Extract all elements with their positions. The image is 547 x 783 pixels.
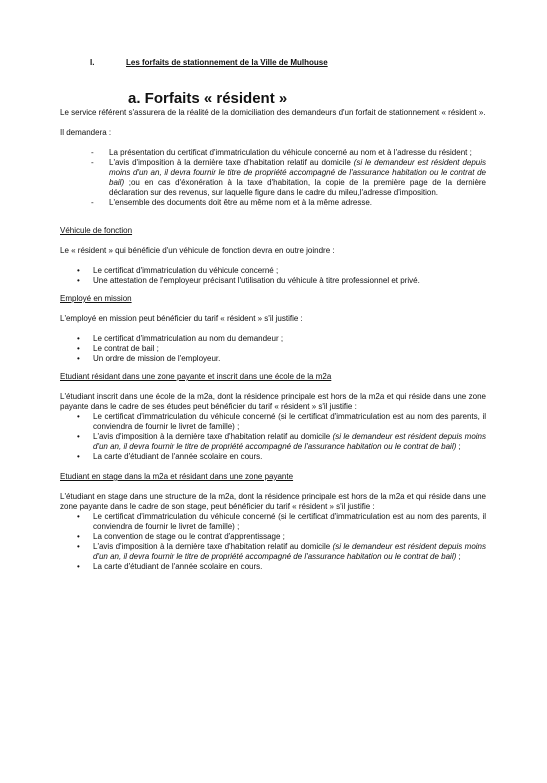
list-item (60, 198, 486, 208)
list-item-text: Un ordre de mission de l'employeur. (93, 354, 221, 363)
section-title: Les forfaits de stationnement de la Ville de Mulhouse (126, 58, 328, 67)
list-item (60, 334, 486, 344)
section-header (90, 58, 328, 67)
list-item-text: L'ensemble des documents doit être au même nom et à la même adresse. (109, 198, 372, 207)
etudiant-list (60, 412, 486, 462)
dash-marker: - (91, 198, 94, 207)
bullet-marker: • (77, 344, 80, 353)
list-item (60, 276, 486, 286)
list-item (60, 542, 486, 562)
list-item-text: Le certificat d'immatriculation du véhicule concerné (si le certificat d'immatriculation est au nom des parents, il conviendra de fournir le livret de famille) ; (93, 512, 486, 531)
list-item (60, 344, 486, 354)
list-item-text: La présentation du certificat d'immatriculation du véhicule concerné au nom et à l'adresse du résident ; (109, 148, 472, 157)
list-item-text: Le certificat d'immatriculation du véhicule concerné (si le certificat d'immatriculation est au nom des parents, il conviendra de fournir le livret de famille) ; (93, 412, 486, 431)
fonction-list (60, 266, 486, 286)
dash-marker: - (91, 158, 94, 167)
list-item-text: L'avis d'imposition à la dernière taxe d'habitation relatif au domicile (93, 542, 333, 551)
bullet-marker: • (77, 276, 80, 285)
dash-marker: - (91, 148, 94, 157)
list-item (60, 432, 486, 452)
list-item (60, 452, 486, 462)
list-item-text: L'avis d'imposition à la dernière taxe d'habitation relatif au domicile (93, 432, 333, 441)
bullet-marker: • (77, 452, 80, 461)
demandera-label: Il demandera : (60, 128, 112, 137)
list-item (60, 354, 486, 364)
etudiant-intro: L'étudiant inscrit dans une école de la m2a, dont la résidence principale est hors de la m2a et qui réside dans une zone payante dans le cadre de ses études peut bénéficier du tarif « résident » s'il justifie : (60, 392, 486, 411)
bullet-marker: • (77, 334, 80, 343)
stage-list (60, 512, 486, 572)
section-number: I. (90, 58, 95, 67)
bullet-marker: • (77, 512, 80, 521)
bullet-marker: • (77, 432, 80, 441)
page-heading: a. Forfaits « résident » (128, 90, 288, 107)
list-item (60, 148, 486, 158)
stage-title: Etudiant en stage dans la m2a et résidant dans une zone payante (60, 472, 294, 481)
list-item-text: (si le demandeur est résident depuis moins d'un an, il devra fournir le titre de propriété accompagné de l'assurance habitation ou le contrat de bail) (109, 158, 486, 187)
list-item-text: (si le demandeur est résident depuis moins d'un an, il devra fournir le titre de propriété accompagné de l'assurance habitation ou le contrat de bail) (93, 542, 486, 561)
list-item-text: L'avis d'imposition à la dernière taxe d'habitation relatif au domicile (109, 158, 354, 167)
intro-paragraph: Le service référent s'assurera de la réalité de la domiciliation des demandeurs d'un forfait de stationnement « résident ». (60, 108, 486, 117)
bullet-marker: • (77, 354, 80, 363)
list-item (60, 266, 486, 276)
bullet-marker: • (77, 542, 80, 551)
mission-intro: L'employé en mission peut bénéficier du tarif « résident » s'il justifie : (60, 314, 303, 323)
list-item-text: ; (456, 552, 461, 561)
list-item-text: La carte d'étudiant de l'année scolaire en cours. (93, 452, 263, 461)
list-item-text: Le contrat de bail ; (93, 344, 159, 353)
mission-list (60, 334, 486, 364)
fonction-intro: Le « résident » qui bénéficie d'un véhicule de fonction devra en outre joindre : (60, 246, 335, 255)
fonction-title: Véhicule de fonction (60, 226, 133, 235)
bullet-marker: • (77, 562, 80, 571)
list-item (60, 532, 486, 542)
list-item-text: Le certificat d'immatriculation du véhicule concerné ; (93, 266, 279, 275)
list-item-text: (si le demandeur est résident depuis moins d'un an, il devra fournir le titre de propriété accompagné de l'assurance habitation ou le contrat de bail) (93, 432, 486, 451)
bullet-marker: • (77, 532, 80, 541)
resident-requirements-list (60, 148, 486, 208)
list-item-text: Le certificat d'immatriculation au nom du demandeur ; (93, 334, 284, 343)
mission-title: Employé en mission (60, 294, 132, 303)
list-item-text: Une attestation de l'employeur précisant l'utilisation du véhicule à titre professionnel et privé. (93, 276, 420, 285)
list-item (60, 562, 486, 572)
list-item-text: ;ou en cas d'éxonération à la taxe d'habitation, la copie de la première page de la dernière déclaration sur des revenus, sur laquelle figure dans le cadre du mileu,l'adresse d'imposition. (109, 178, 486, 197)
list-item (60, 158, 486, 198)
stage-intro: L'étudiant en stage dans une structure de la m2a, dont la résidence principale est hors de la m2a et qui réside dans une zone payante dans le cadre de son stage, peut bénéficier du tarif « résident » s'il justifie : (60, 492, 486, 511)
document-body (60, 108, 486, 572)
list-item-text: ; (456, 442, 461, 451)
list-item-text: La convention de stage ou le contrat d'apprentissage ; (93, 532, 285, 541)
list-item (60, 512, 486, 532)
list-item (60, 412, 486, 432)
list-item-text: La carte d'étudiant de l'année scolaire en cours. (93, 562, 263, 571)
bullet-marker: • (77, 266, 80, 275)
bullet-marker: • (77, 412, 80, 421)
etudiant-title: Etudiant résidant dans une zone payante et inscrit dans une école de la m2a (60, 372, 332, 381)
